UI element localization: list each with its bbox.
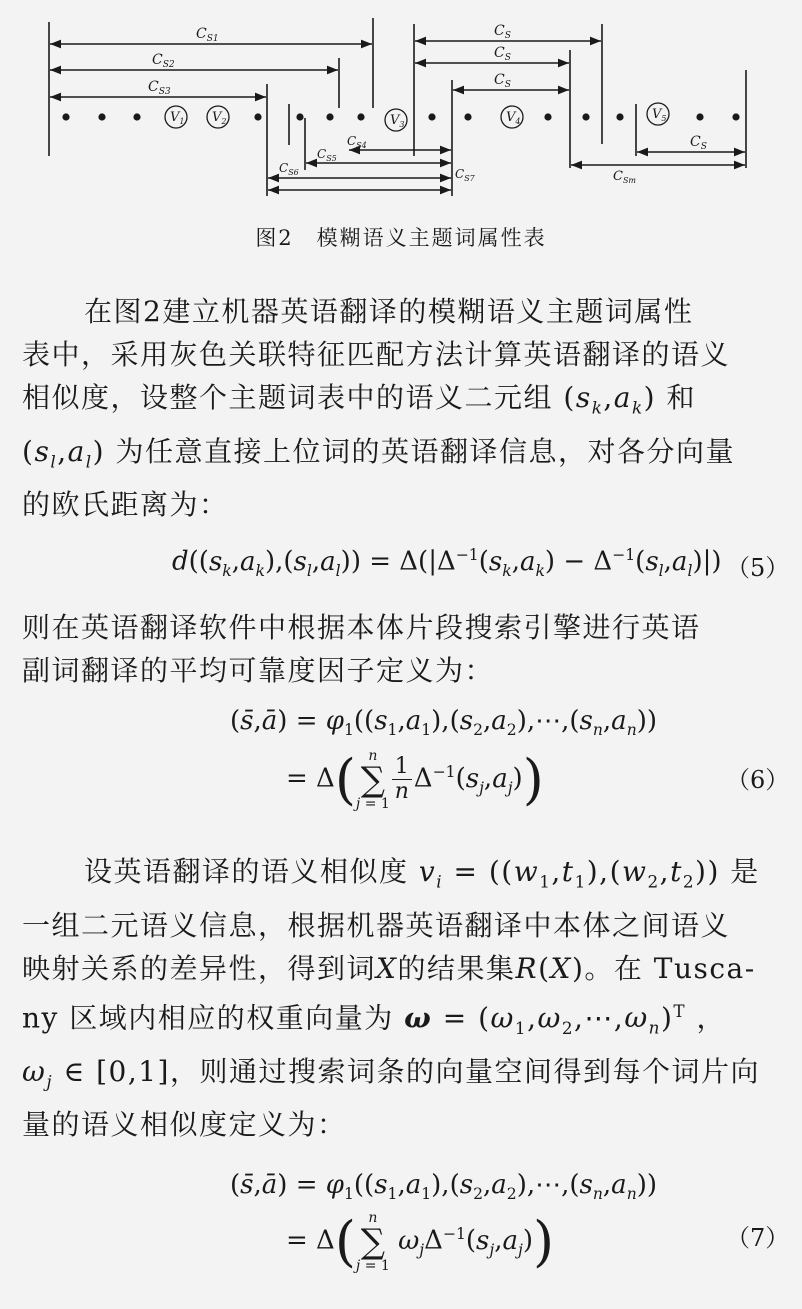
svg-text:V4: $V_4$ <box>506 110 521 126</box>
label-cs1: $C_{S1}$ <box>196 26 219 44</box>
label-cs5: $C_{S5}$ <box>317 147 337 163</box>
figure-caption: 图2 模糊语义主题词属性表 <box>255 226 547 250</box>
label-cs6: $C_{S6}$ <box>279 161 299 177</box>
figure-diagram <box>0 0 802 210</box>
equation-7-line1: (s̄,ā) = $\varphi_1((s_1,a_1),(s_2,a_2),\cdots,(s_n,a_n))$ <box>230 1170 658 1204</box>
paragraph-3: 设英语翻译的语义相似度 $v_i = ((w_1,t_1),(w_2,t_2))$ 是 一组二元语义信息，根据机器英语翻译中本体之间语义 映射关系的差异性，得到词X的结果集R(X)。在 Tusca- ny 区域内相应的权重向量为 $\omega = (\omega_1,\omega_2,\cdots,\omega_n)^T$ ， $\omega_j$ ∈ [0,1]，则通过搜索词条的向量空间得到每个词片向 量的语义相似度定义为： <box>22 855 760 1142</box>
svg-text:V1: $V_1$ <box>170 110 185 126</box>
label-cs4: $C_{S4}$ <box>347 134 367 150</box>
paragraph-2: 则在英语翻译软件中根据本体片段搜索引擎进行英语 副词翻译的平均可靠度因子定义为： <box>22 611 701 687</box>
svg-text:V2: $V_2$ <box>212 110 227 126</box>
equation-7-number: （7） <box>726 1224 790 1252</box>
label-cs2: $C_{S2}$ <box>152 52 175 70</box>
equation-7-line2: = Δ( n ∑ j = 1 $\omega_j\Delta^{-1}(s_j,a_j)$) <box>286 1209 555 1274</box>
equation-5: $d((s_k,a_k),(s_l,a_l)) = \Delta(|\Delta^{-1}(s_k,a_k) - \Delta^{-1}(s_l,a_l)|)$ <box>172 546 722 580</box>
equation-5-number: （5） <box>726 554 790 582</box>
label-cs-a: $C_S$ <box>494 23 511 41</box>
label-cs7: $C_{S7}$ <box>455 167 475 183</box>
equation-6-number: （6） <box>726 766 790 794</box>
label-cs-d: $C_S$ <box>690 134 707 152</box>
label-cs-c: $C_S$ <box>494 72 511 90</box>
svg-text:V5: $V_5$ <box>652 107 667 123</box>
paragraph-1: 在图2建立机器英语翻译的模糊语义主题词属性 表中，采用灰色关联特征匹配方法计算英语翻译的语义 相似度，设整个主题词表中的语义二元组 $(s_k,a_k)$ 和 $(s_l,a_l)$ 为任意直接上位词的英语翻译信息，对各分向量 的欧氏距离为： <box>22 295 736 522</box>
equation-6-line1: (s̄,ā) = $\varphi_1((s_1,a_1),(s_2,a_2),\cdots,(s_n,a_n))$ <box>230 706 658 740</box>
label-cs3: $C_{S3}$ <box>148 79 171 97</box>
equation-6-line2: = Δ( n ∑ j = 1 $\frac{1}{n}$ $\Delta^{-1}(s_j,a_j)$) <box>286 747 544 812</box>
svg-text:V3: $V_3$ <box>390 113 405 129</box>
label-cs-b: $C_S$ <box>494 45 511 63</box>
label-csm: $C_{Sm}$ <box>613 169 637 185</box>
